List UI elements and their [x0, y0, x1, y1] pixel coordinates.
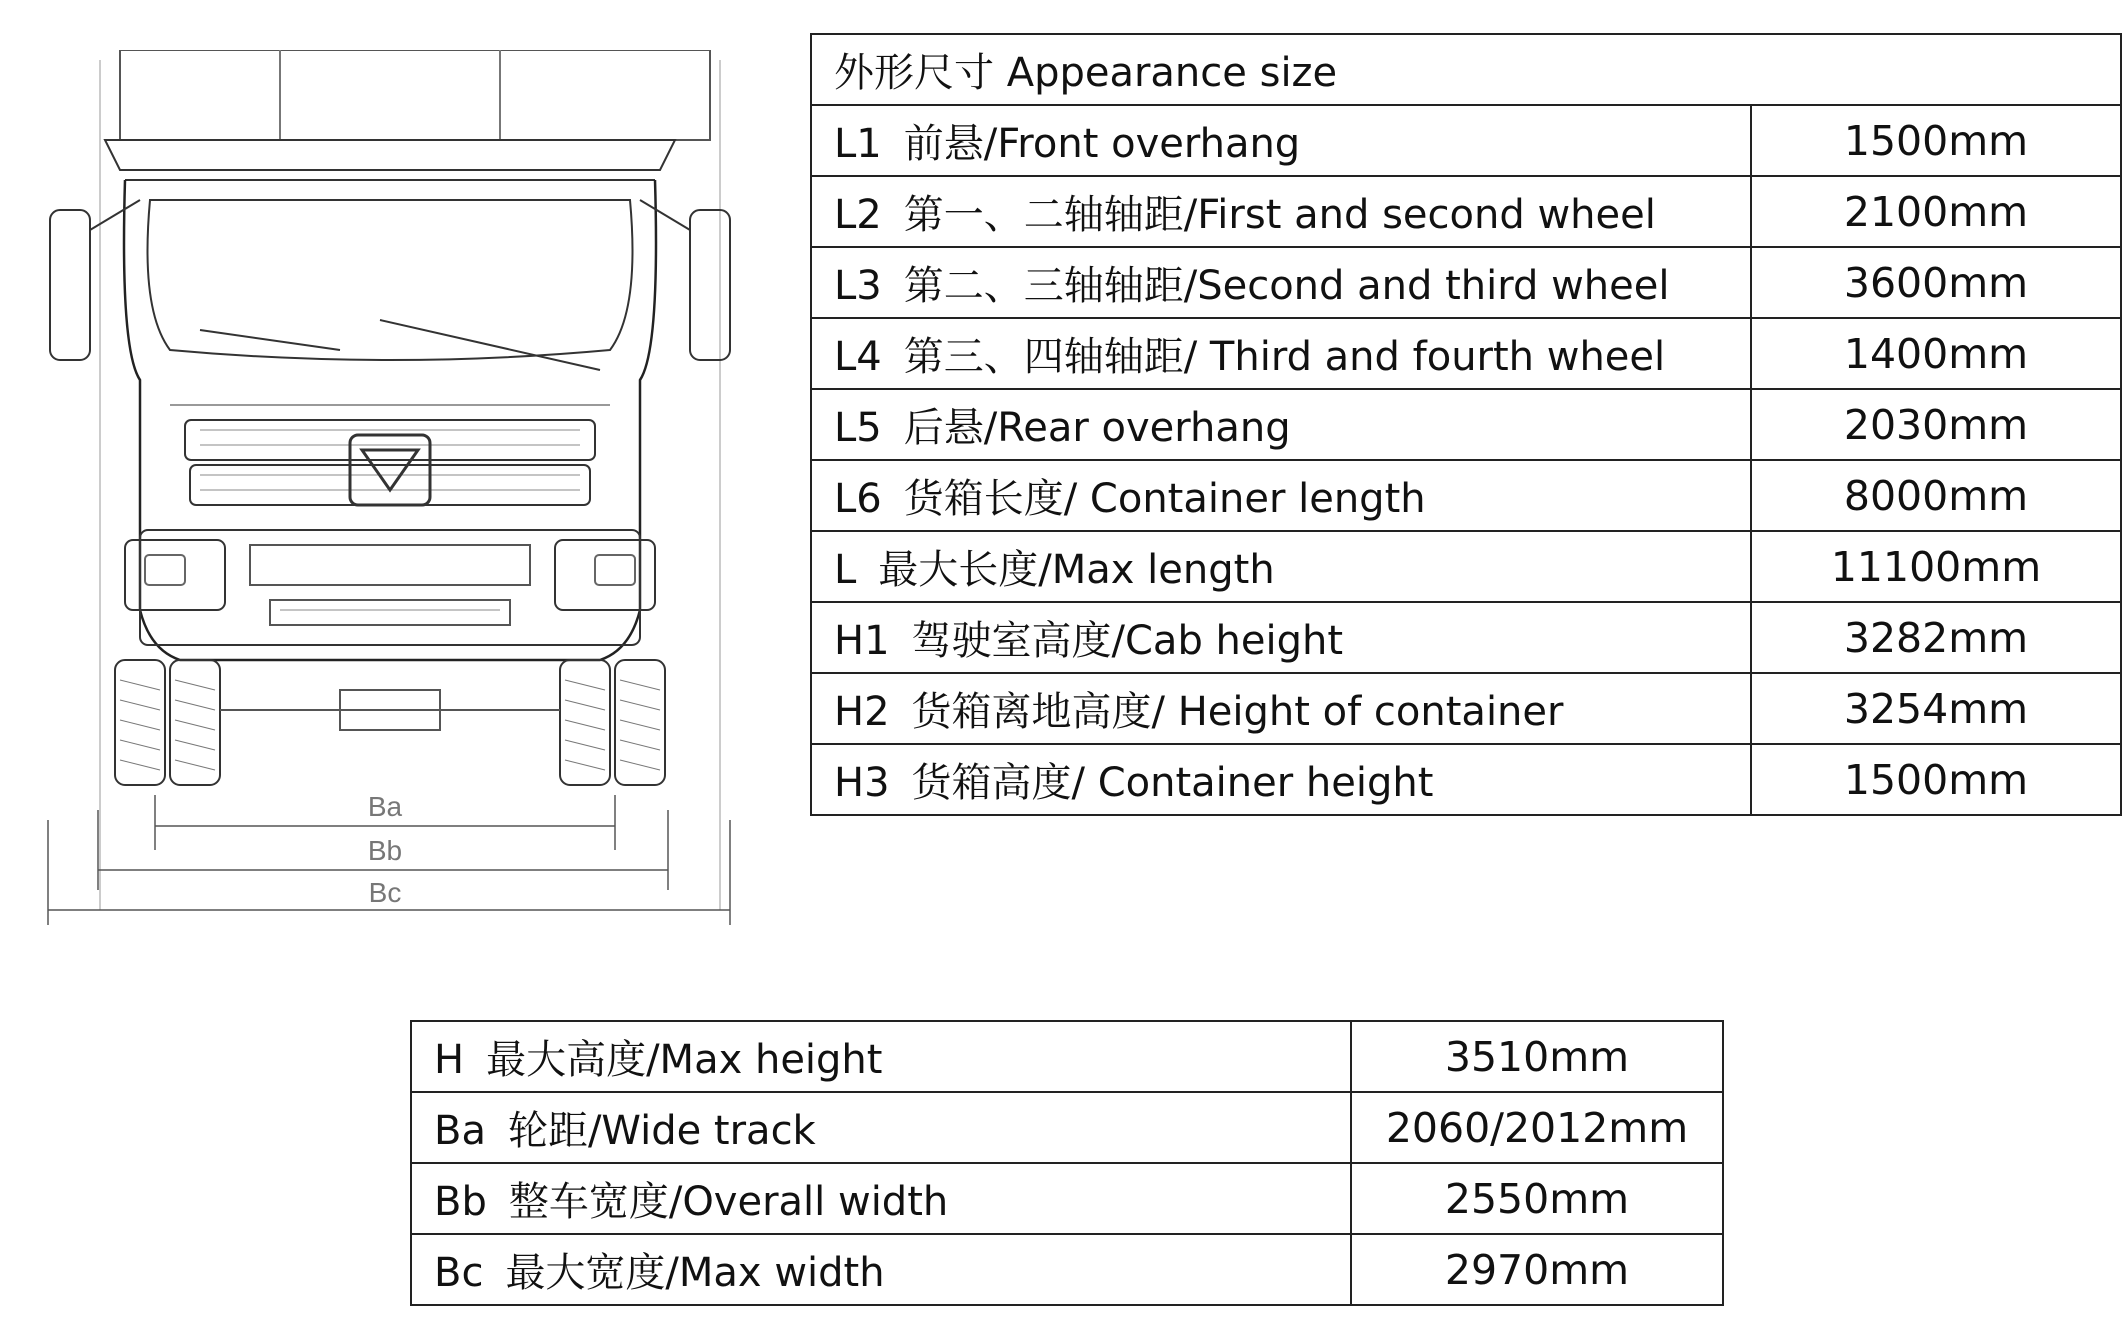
table-row	[811, 247, 2121, 318]
row-value-cell: 8000mm	[1751, 460, 2121, 531]
row-label: 驾驶室高度/Cab height	[911, 618, 1344, 664]
row-label: 第二、三轴轴距/Second and third wheel	[903, 263, 1670, 309]
table-row	[411, 1092, 1723, 1163]
appearance-size-title: 外形尺寸 Appearance size	[811, 34, 2121, 105]
row-value-cell: 1400mm	[1751, 318, 2121, 389]
row-label-cell	[811, 318, 1751, 389]
row-label: 后悬/Rear overhang	[903, 405, 1291, 451]
truck-front-view-drawing	[40, 50, 740, 940]
row-label-cell	[811, 247, 1751, 318]
row-label: 第三、四轴轴距/ Third and fourth wheel	[903, 334, 1666, 380]
row-code: Bb	[434, 1179, 487, 1225]
row-label-cell	[411, 1021, 1351, 1092]
appearance-size-table	[810, 33, 2122, 816]
row-label: 轮距/Wide track	[507, 1108, 816, 1154]
row-label-cell	[811, 460, 1751, 531]
dim-label-bc: Bc	[368, 877, 402, 908]
table-row	[811, 744, 2121, 815]
table-row	[411, 1234, 1723, 1305]
row-value-cell: 2970mm	[1351, 1234, 1723, 1305]
row-value-cell: 3254mm	[1751, 673, 2121, 744]
table-row	[811, 460, 2121, 531]
row-code: L6	[834, 476, 882, 522]
width-height-table	[410, 1020, 1724, 1306]
table-row	[411, 1163, 1723, 1234]
table-row	[811, 389, 2121, 460]
row-code: H	[434, 1037, 465, 1083]
row-label: 最大高度/Max height	[486, 1037, 883, 1083]
row-code: L4	[834, 334, 882, 380]
row-code: L5	[834, 405, 882, 451]
row-code: Ba	[434, 1108, 486, 1154]
row-code: L	[834, 547, 857, 593]
row-label: 前悬/Front overhang	[903, 121, 1301, 167]
row-label: 整车宽度/Overall width	[508, 1179, 949, 1225]
row-label-cell	[811, 531, 1751, 602]
row-label: 最大长度/Max length	[878, 547, 1275, 593]
row-label: 货箱高度/ Container height	[911, 760, 1434, 806]
row-value-cell: 11100mm	[1751, 531, 2121, 602]
dim-label-ba: Ba	[367, 791, 403, 822]
table-row	[811, 602, 2121, 673]
row-value-cell: 2060/2012mm	[1351, 1092, 1723, 1163]
row-code: L1	[834, 121, 882, 167]
table-row	[811, 531, 2121, 602]
row-label-cell	[411, 1234, 1351, 1305]
table-row	[411, 1021, 1723, 1092]
row-code: L2	[834, 192, 882, 238]
table-row	[811, 673, 2121, 744]
row-label: 货箱离地高度/ Height of container	[911, 689, 1564, 735]
row-label-cell	[811, 105, 1751, 176]
row-label: 最大宽度/Max width	[505, 1250, 885, 1296]
table-row	[811, 318, 2121, 389]
row-code: H3	[834, 760, 890, 806]
row-label: 货箱长度/ Container length	[903, 476, 1426, 522]
row-value-cell: 3600mm	[1751, 247, 2121, 318]
row-value-cell: 2030mm	[1751, 389, 2121, 460]
table-row	[811, 176, 2121, 247]
row-label-cell	[411, 1092, 1351, 1163]
row-label-cell	[811, 389, 1751, 460]
row-label-cell	[811, 602, 1751, 673]
row-value-cell: 1500mm	[1751, 744, 2121, 815]
row-code: L3	[834, 263, 882, 309]
dim-label-bb: Bb	[367, 835, 403, 866]
table-header-row	[811, 34, 2121, 105]
row-code: Bc	[434, 1250, 484, 1296]
row-value-cell: 2550mm	[1351, 1163, 1723, 1234]
row-label-cell	[811, 744, 1751, 815]
row-label-cell	[411, 1163, 1351, 1234]
row-label: 第一、二轴轴距/First and second wheel	[903, 192, 1656, 238]
row-code: H2	[834, 689, 890, 735]
table-row	[811, 105, 2121, 176]
row-value-cell: 3282mm	[1751, 602, 2121, 673]
row-code: H1	[834, 618, 890, 664]
row-value-cell: 2100mm	[1751, 176, 2121, 247]
row-value-cell: 3510mm	[1351, 1021, 1723, 1092]
row-value-cell: 1500mm	[1751, 105, 2121, 176]
row-label-cell	[811, 673, 1751, 744]
row-label-cell	[811, 176, 1751, 247]
